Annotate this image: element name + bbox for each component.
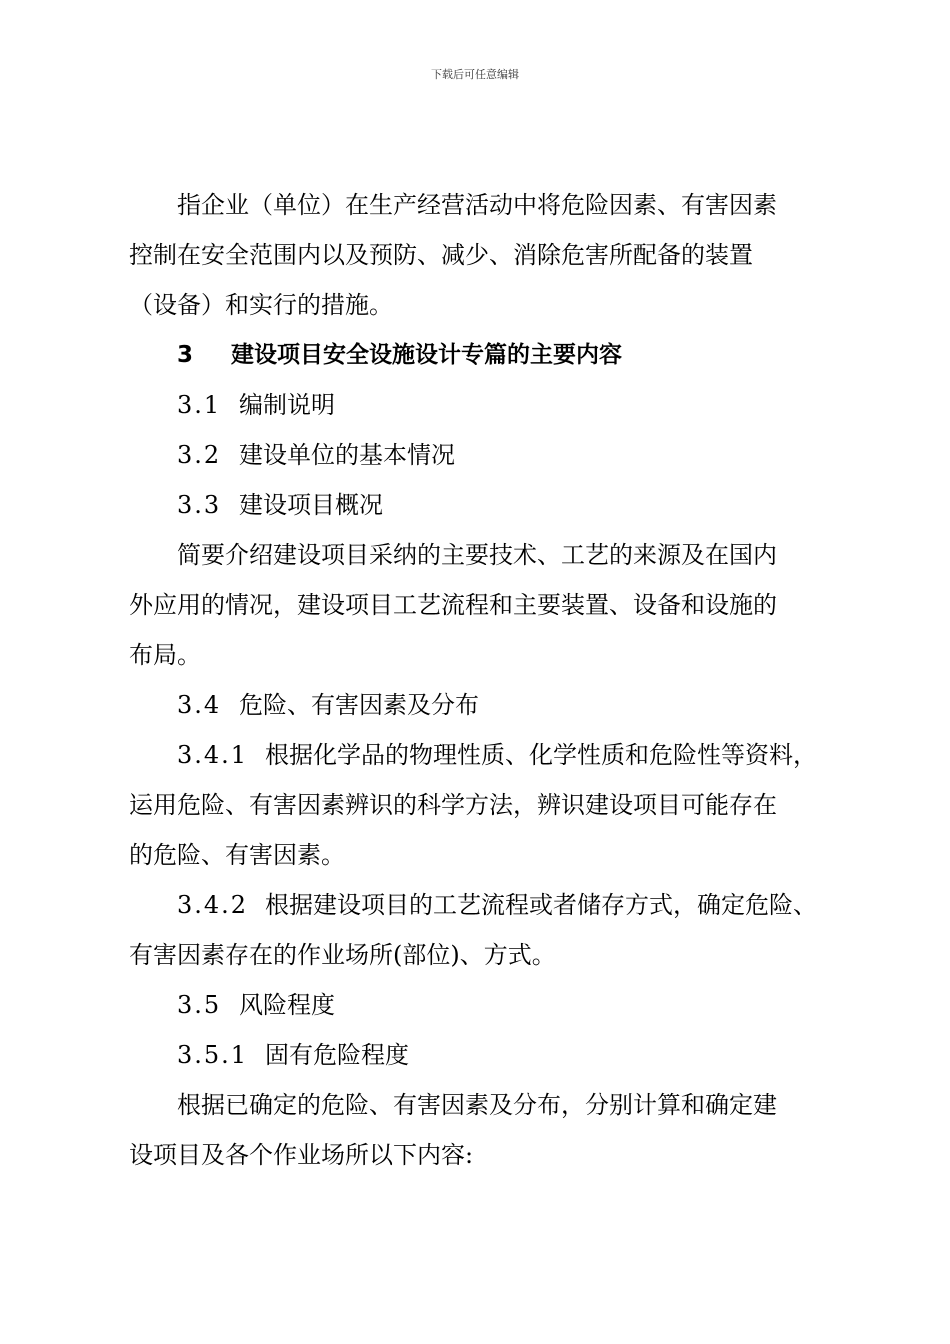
section-3-5 xyxy=(129,980,849,1030)
section-3-4-1 xyxy=(129,730,849,780)
section-number: 3.4 xyxy=(177,691,222,719)
paragraph-line: 有害因素存在的作业场所(部位)、方式。 xyxy=(129,941,556,969)
section-number: 3.4.2 xyxy=(177,891,249,919)
section-number: 3.3 xyxy=(177,491,222,519)
paragraph-line: （设备）和实行的措施。 xyxy=(129,291,393,319)
paragraph-line: 控制在安全范围内以及预防、减少、消除危害所配备的装置 xyxy=(129,241,753,269)
section-3-2 xyxy=(129,430,849,480)
heading-number: 3 xyxy=(177,342,194,368)
section-3-3 xyxy=(129,480,849,530)
paragraph-line: 外应用的情况，建设项目工艺流程和主要装置、设备和设施的 xyxy=(129,591,777,619)
section-title: 建设项目概况 xyxy=(239,491,383,519)
section-number: 3.5.1 xyxy=(177,1041,249,1069)
section-number: 3.1 xyxy=(177,391,222,419)
section-number: 3.4.1 xyxy=(177,741,249,769)
section-title: 风险程度 xyxy=(239,991,335,1019)
paragraph-line: 根据已确定的危险、有害因素及分布，分别计算和确定建 xyxy=(177,1091,777,1119)
paragraph-line: 简要介绍建设项目采纳的主要技术、工艺的来源及在国内 xyxy=(177,541,777,569)
paragraph-line: 设项目及各个作业场所以下内容: xyxy=(129,1141,474,1169)
paragraph-line: 布局。 xyxy=(129,641,201,669)
section-3-4 xyxy=(129,680,849,730)
section-heading-3 xyxy=(129,330,849,380)
section-number: 3.2 xyxy=(177,441,222,469)
paragraph-line: 根据化学品的物理性质、化学性质和危险性等资料， xyxy=(265,741,817,769)
paragraph-line: 的危险、有害因素。 xyxy=(129,841,345,869)
section-3-5-1 xyxy=(129,1030,849,1080)
section-title: 建设单位的基本情况 xyxy=(239,441,455,469)
document-body xyxy=(129,180,849,1180)
section-title: 危险、有害因素及分布 xyxy=(239,691,479,719)
section-number: 3.5 xyxy=(177,991,222,1019)
paragraph-line: 运用危险、有害因素辨识的科学方法，辨识建设项目可能存在 xyxy=(129,791,777,819)
section-title: 固有危险程度 xyxy=(265,1041,409,1069)
heading-title: 建设项目安全设施设计专篇的主要内容 xyxy=(231,342,622,368)
paragraph-line: 根据建设项目的工艺流程或者储存方式，确定危险、 xyxy=(265,891,817,919)
paragraph-line: 指企业（单位）在生产经营活动中将危险因素、有害因素 xyxy=(177,191,777,219)
page-header-note: 下载后可任意编辑 xyxy=(431,68,519,81)
section-3-1 xyxy=(129,380,849,430)
section-3-4-2 xyxy=(129,880,849,930)
section-title: 编制说明 xyxy=(239,391,335,419)
